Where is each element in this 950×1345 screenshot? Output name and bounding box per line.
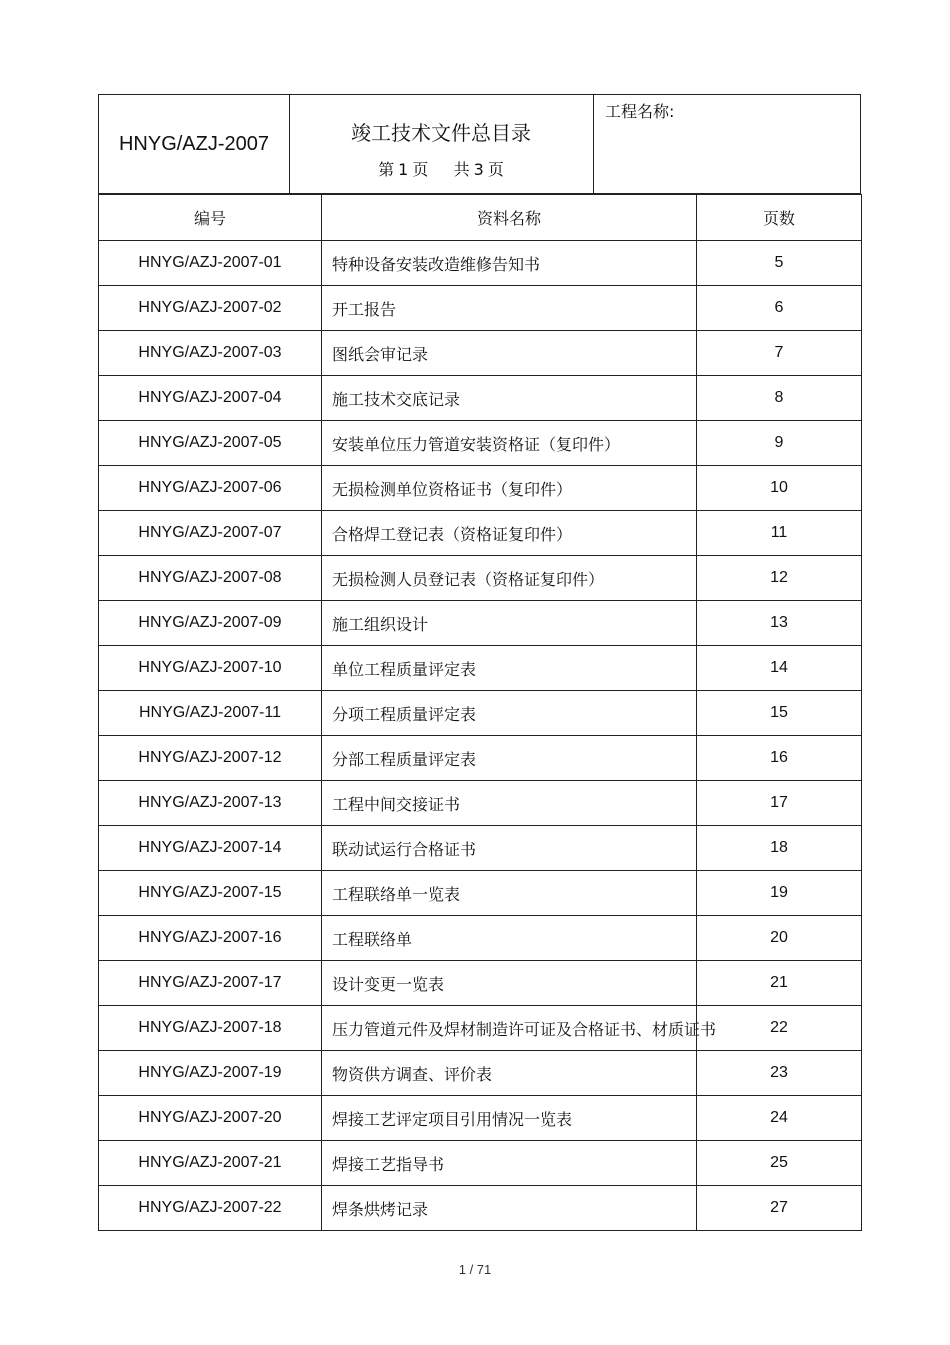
row-pages: 9 <box>697 421 862 466</box>
row-code: HNYG/AZJ-2007-12 <box>99 736 322 781</box>
page-mid: 页 <box>412 160 429 179</box>
row-name: 分项工程质量评定表 <box>322 691 697 736</box>
row-code: HNYG/AZJ-2007-21 <box>99 1141 322 1186</box>
table-row <box>99 1096 862 1141</box>
row-pages: 14 <box>697 646 862 691</box>
row-name: 焊接工艺评定项目引用情况一览表 <box>322 1096 697 1141</box>
table-row <box>99 286 862 331</box>
row-name: 设计变更一览表 <box>322 961 697 1006</box>
row-name: 分部工程质量评定表 <box>322 736 697 781</box>
row-name: 工程联络单 <box>322 916 697 961</box>
column-header-pages: 页数 <box>697 195 862 241</box>
total-prefix: 共 <box>453 160 470 179</box>
row-pages: 23 <box>697 1051 862 1096</box>
row-pages: 25 <box>697 1141 862 1186</box>
row-pages: 20 <box>697 916 862 961</box>
table-row <box>99 556 862 601</box>
row-pages: 18 <box>697 826 862 871</box>
row-code: HNYG/AZJ-2007-07 <box>99 511 322 556</box>
row-name: 单位工程质量评定表 <box>322 646 697 691</box>
table-row <box>99 1006 862 1051</box>
row-name: 工程中间交接证书 <box>322 781 697 826</box>
catalog-table <box>98 194 862 1231</box>
row-name: 图纸会审记录 <box>322 331 697 376</box>
document-code: HNYG/AZJ-2007 <box>99 95 290 193</box>
row-pages: 27 <box>697 1186 862 1231</box>
row-pages: 16 <box>697 736 862 781</box>
row-code: HNYG/AZJ-2007-08 <box>99 556 322 601</box>
table-row <box>99 736 862 781</box>
column-header-code: 编号 <box>99 195 322 241</box>
row-code: HNYG/AZJ-2007-14 <box>99 826 322 871</box>
row-pages: 17 <box>697 781 862 826</box>
row-pages: 6 <box>697 286 862 331</box>
row-pages: 19 <box>697 871 862 916</box>
row-code: HNYG/AZJ-2007-16 <box>99 916 322 961</box>
row-name: 工程联络单一览表 <box>322 871 697 916</box>
table-row <box>99 466 862 511</box>
table-row <box>99 511 862 556</box>
table-row <box>99 916 862 961</box>
table-row <box>99 421 862 466</box>
table-row <box>99 961 862 1006</box>
row-code: HNYG/AZJ-2007-03 <box>99 331 322 376</box>
table-row <box>99 376 862 421</box>
row-code: HNYG/AZJ-2007-19 <box>99 1051 322 1096</box>
row-code: HNYG/AZJ-2007-05 <box>99 421 322 466</box>
row-pages: 12 <box>697 556 862 601</box>
row-name: 压力管道元件及焊材制造许可证及合格证书、材质证书 <box>322 1006 697 1051</box>
row-name: 物资供方调查、评价表 <box>322 1051 697 1096</box>
row-name: 无损检测单位资格证书（复印件） <box>322 466 697 511</box>
row-name: 施工组织设计 <box>322 601 697 646</box>
table-row <box>99 331 862 376</box>
table-row <box>99 1186 862 1231</box>
row-pages: 22 <box>697 1006 862 1051</box>
table-row <box>99 1141 862 1186</box>
row-code: HNYG/AZJ-2007-10 <box>99 646 322 691</box>
row-code: HNYG/AZJ-2007-02 <box>99 286 322 331</box>
row-name: 特种设备安装改造维修告知书 <box>322 241 697 286</box>
row-code: HNYG/AZJ-2007-13 <box>99 781 322 826</box>
row-pages: 15 <box>697 691 862 736</box>
row-code: HNYG/AZJ-2007-09 <box>99 601 322 646</box>
document-header <box>98 94 861 194</box>
row-code: HNYG/AZJ-2007-18 <box>99 1006 322 1051</box>
row-pages: 10 <box>697 466 862 511</box>
row-code: HNYG/AZJ-2007-17 <box>99 961 322 1006</box>
project-name-label: 工程名称: <box>605 102 675 121</box>
row-name: 焊条烘烤记录 <box>322 1186 697 1231</box>
row-code: HNYG/AZJ-2007-04 <box>99 376 322 421</box>
total-pages: 3 <box>473 160 484 179</box>
table-row <box>99 826 862 871</box>
page-prefix: 第 <box>378 160 395 179</box>
row-name: 施工技术交底记录 <box>322 376 697 421</box>
row-code: HNYG/AZJ-2007-11 <box>99 691 322 736</box>
document-title: 竣工技术文件总目录 <box>351 121 531 145</box>
table-row <box>99 691 862 736</box>
row-code: HNYG/AZJ-2007-22 <box>99 1186 322 1231</box>
row-name: 安装单位压力管道安装资格证（复印件） <box>322 421 697 466</box>
row-pages: 24 <box>697 1096 862 1141</box>
row-code: HNYG/AZJ-2007-01 <box>99 241 322 286</box>
row-name: 联动试运行合格证书 <box>322 826 697 871</box>
row-pages: 21 <box>697 961 862 1006</box>
table-row <box>99 871 862 916</box>
page-footer: 1 / 71 <box>458 1262 492 1277</box>
row-name: 无损检测人员登记表（资格证复印件） <box>322 556 697 601</box>
row-code: HNYG/AZJ-2007-15 <box>99 871 322 916</box>
table-row <box>99 1051 862 1096</box>
table-row <box>99 781 862 826</box>
table-row <box>99 646 862 691</box>
title-cell <box>289 95 594 193</box>
row-pages: 5 <box>697 241 862 286</box>
column-header-name: 资料名称 <box>322 195 697 241</box>
table-row <box>99 601 862 646</box>
row-code: HNYG/AZJ-2007-20 <box>99 1096 322 1141</box>
total-suffix: 页 <box>487 160 504 179</box>
table-row <box>99 241 862 286</box>
row-pages: 11 <box>697 511 862 556</box>
table-header-row <box>99 195 862 241</box>
row-name: 开工报告 <box>322 286 697 331</box>
row-name: 合格焊工登记表（资格证复印件） <box>322 511 697 556</box>
row-pages: 13 <box>697 601 862 646</box>
row-pages: 8 <box>697 376 862 421</box>
row-pages: 7 <box>697 331 862 376</box>
row-code: HNYG/AZJ-2007-06 <box>99 466 322 511</box>
row-name: 焊接工艺指导书 <box>322 1141 697 1186</box>
table-body <box>99 241 862 1231</box>
page-indicator <box>289 157 593 180</box>
page-number: 1 <box>398 160 409 179</box>
